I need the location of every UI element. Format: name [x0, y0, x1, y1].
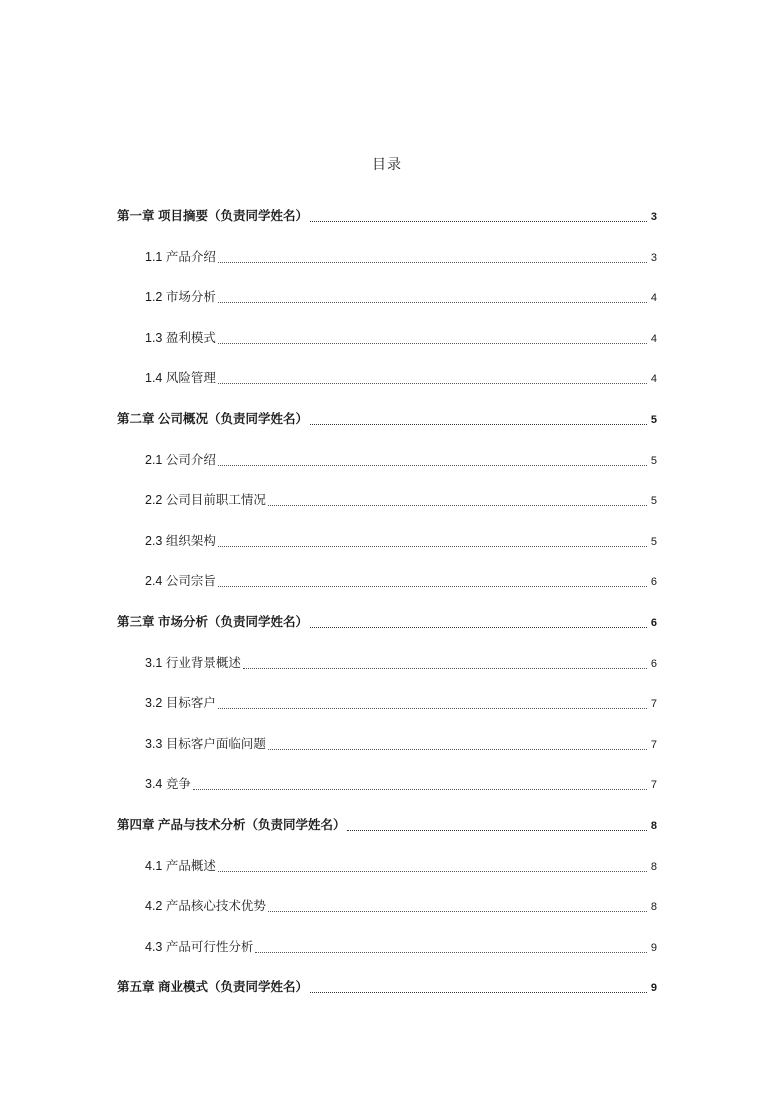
dot-leader: [347, 830, 646, 831]
toc-page-number: 5: [650, 495, 657, 508]
toc-page-number: 6: [650, 616, 657, 629]
dot-leader: [310, 992, 647, 993]
dot-leader: [268, 749, 647, 750]
toc-entry-label: 第三章 市场分析（负责同学姓名）: [117, 614, 308, 629]
toc-entry-label: 3.2 目标客户: [145, 696, 216, 711]
dot-leader: [218, 586, 647, 587]
toc-entry[interactable]: [0, 277, 774, 318]
dot-leader: [310, 627, 647, 628]
toc-entry[interactable]: [0, 521, 774, 562]
toc-page-number: 8: [650, 860, 657, 873]
toc-entry[interactable]: [0, 399, 774, 440]
toc-page-number: 5: [650, 535, 657, 548]
toc-page-number: 3: [650, 251, 657, 264]
toc-page-number: 8: [650, 819, 657, 832]
toc-entry-label: 第一章 项目摘要（负责同学姓名）: [117, 209, 308, 223]
toc-entry-label: 2.1 公司介绍: [145, 452, 216, 467]
toc-page-number: 6: [650, 576, 657, 589]
toc-entry[interactable]: [0, 440, 774, 481]
toc-entry[interactable]: [0, 358, 774, 399]
toc-entry[interactable]: [0, 318, 774, 359]
toc-title: 目录: [372, 157, 402, 173]
toc-entry-label: 2.2 公司目前职工情况: [145, 493, 266, 508]
toc-page-number: 6: [650, 657, 657, 670]
toc-page-number: 7: [650, 779, 657, 792]
toc-entry-label: 4.3 产品可行性分析: [145, 939, 254, 954]
table-of-contents: [0, 196, 774, 1008]
toc-entry-label: 第二章 公司概况（负责同学姓名）: [117, 411, 308, 426]
toc-entry-label: 3.4 竞争: [145, 777, 191, 792]
toc-entry-label: 3.3 目标客户面临问题: [145, 736, 266, 751]
toc-entry-label: 4.2 产品核心技术优势: [145, 899, 266, 914]
dot-leader: [255, 952, 647, 953]
toc-entry[interactable]: [0, 561, 774, 602]
toc-page-number: 9: [650, 941, 657, 954]
toc-entry-label: 1.2 市场分析: [145, 290, 216, 305]
toc-entry-label: 3.1 行业背景概述: [145, 655, 241, 670]
toc-entry-label: 第四章 产品与技术分析（负责同学姓名）: [117, 817, 346, 832]
dot-leader: [218, 302, 647, 303]
toc-page-number: 4: [650, 332, 657, 345]
toc-page-number: 5: [650, 454, 657, 467]
toc-entry[interactable]: [0, 927, 774, 968]
toc-entry[interactable]: [0, 196, 774, 237]
dot-leader: [193, 789, 647, 790]
toc-entry-label: 2.3 组织架构: [145, 533, 216, 548]
toc-entry[interactable]: [0, 886, 774, 927]
toc-page-number: 3: [650, 211, 657, 223]
dot-leader: [218, 343, 647, 344]
dot-leader: [218, 465, 647, 466]
dot-leader: [310, 221, 647, 222]
dot-leader: [268, 911, 647, 912]
dot-leader: [218, 708, 647, 709]
toc-page-number: 7: [650, 698, 657, 711]
toc-entry[interactable]: [0, 724, 774, 765]
toc-entry[interactable]: [0, 643, 774, 684]
dot-leader: [218, 262, 647, 263]
toc-page-number: 9: [650, 982, 657, 995]
toc-entry-label: 4.1 产品概述: [145, 858, 216, 873]
dot-leader: [218, 871, 647, 872]
toc-page-number: 8: [650, 901, 657, 914]
toc-entry[interactable]: [0, 805, 774, 846]
toc-entry-label: 1.1 产品介绍: [145, 249, 216, 264]
dot-leader: [218, 383, 647, 384]
dot-leader: [243, 668, 647, 669]
toc-entry[interactable]: [0, 480, 774, 521]
toc-entry[interactable]: [0, 764, 774, 805]
toc-entry[interactable]: [0, 846, 774, 887]
dot-leader: [310, 424, 647, 425]
toc-entry[interactable]: [0, 602, 774, 643]
toc-entry-label: 第五章 商业模式（负责同学姓名）: [117, 980, 308, 995]
toc-entry[interactable]: [0, 683, 774, 724]
toc-page-number: 5: [650, 413, 657, 426]
toc-entry-label: 2.4 公司宗旨: [145, 574, 216, 589]
toc-page-number: 4: [650, 373, 657, 386]
toc-entry-label: 1.4 风险管理: [145, 371, 216, 386]
toc-entry-label: 1.3 盈利模式: [145, 330, 216, 345]
toc-page-number: 7: [650, 738, 657, 751]
toc-entry[interactable]: [0, 237, 774, 278]
toc-page-number: 4: [650, 292, 657, 305]
toc-entry[interactable]: [0, 967, 774, 1008]
dot-leader: [218, 546, 647, 547]
dot-leader: [268, 505, 647, 506]
